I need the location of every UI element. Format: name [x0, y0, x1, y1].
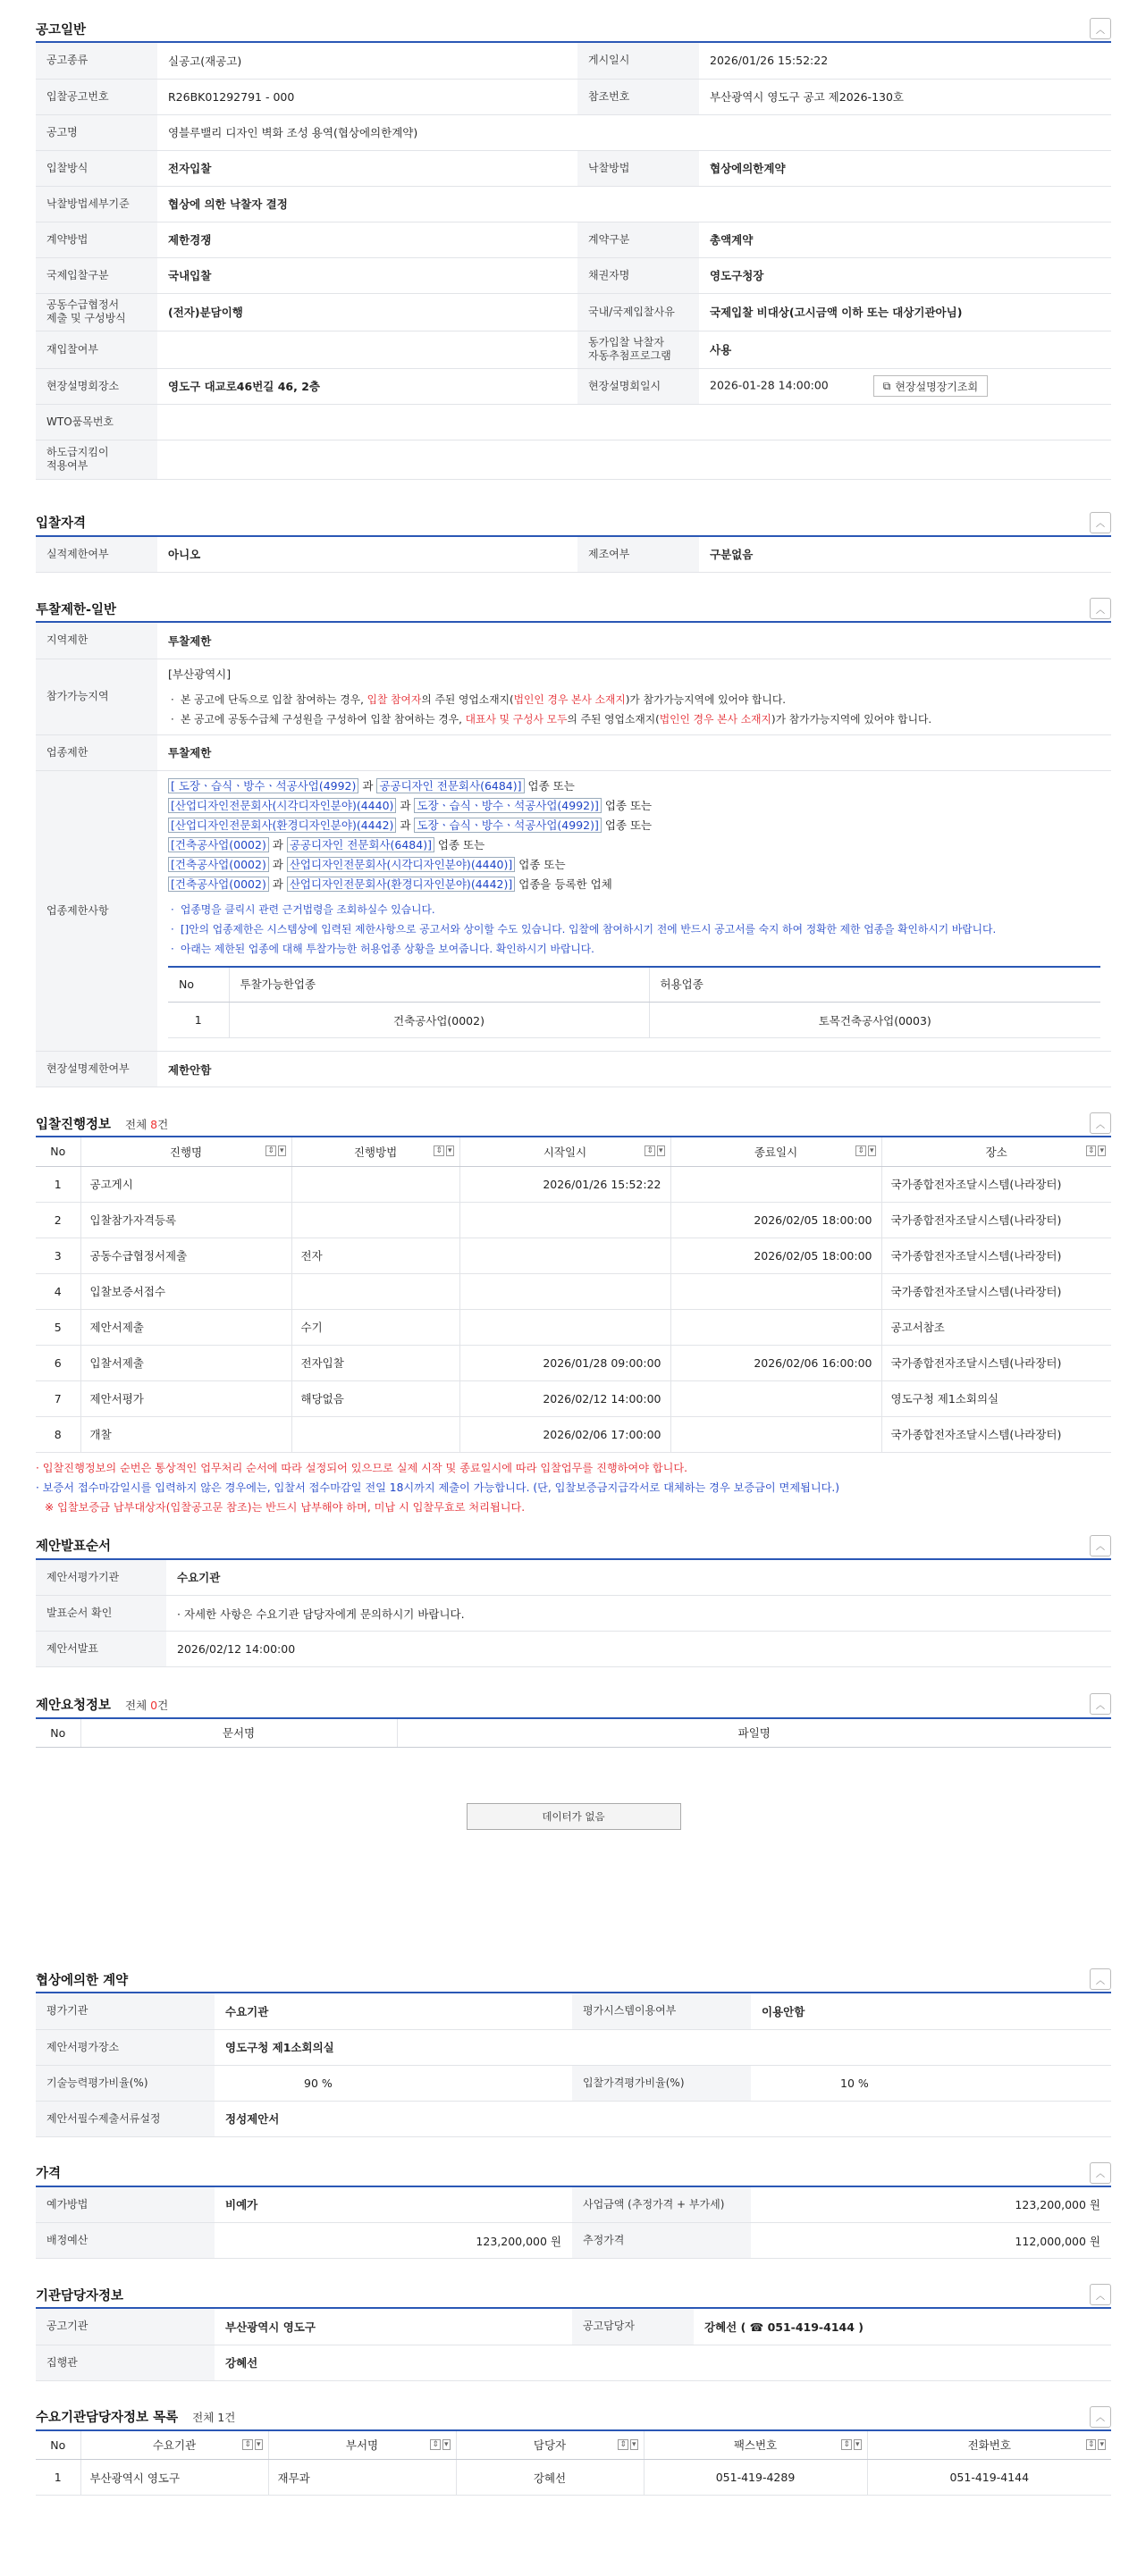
label: 참조번호 [577, 79, 699, 114]
industry-link[interactable]: 공공디자인 전문회사(6484)] [287, 837, 434, 852]
collapse-icon[interactable]: ︿ [1090, 512, 1111, 533]
sort-icon: ⇕ ▾ [1087, 1146, 1104, 1155]
sort-icon: ⇕ ▾ [244, 2439, 261, 2449]
section-title: 제안발표순서 [36, 1540, 112, 1554]
label: 평가시스템이용여부 [572, 1993, 751, 2029]
section-title: 제안요청정보 [36, 1698, 112, 1713]
cell: 공동수급협정서제출 [80, 1238, 291, 1273]
label: 평가기관 [36, 1993, 215, 2029]
cell: 강혜선 [456, 2460, 644, 2496]
price-section [36, 2161, 1111, 2260]
cell: 5 [36, 1309, 80, 1345]
label: 현장설명회일시 [577, 368, 699, 404]
value: R26BK01292791 - 000 [157, 79, 577, 114]
industry-join: 과 [396, 818, 415, 832]
cell [670, 1416, 881, 1452]
label: 현장설명제한여부 [36, 1052, 157, 1087]
industry-join: 업종 또는 [601, 798, 653, 812]
label: 공고담당자 [572, 2309, 694, 2345]
column-header[interactable]: 시작일시 ⇕ ▾ [459, 1137, 670, 1166]
column-header: No [168, 967, 229, 1003]
cell: 051-419-4144 [867, 2460, 1111, 2496]
label: 실적제한여부 [36, 537, 157, 573]
value: 2026/01/26 15:52:22 [699, 43, 1111, 79]
cell [291, 1416, 459, 1452]
industry-join: 업종을 등록한 업체 [515, 877, 612, 891]
cell: 8 [36, 1416, 80, 1452]
section-title: 기관담당자정보 [36, 2288, 124, 2303]
industry-line [168, 776, 1100, 796]
demand-table [36, 2431, 1111, 2496]
cell: 7 [36, 1380, 80, 1416]
sort-icon: ⇕ ▾ [1087, 2439, 1104, 2449]
notice-name: 영블루밸리 디자인 벽화 조성 용역(협상에의한계약) [157, 114, 1111, 150]
collapse-icon[interactable]: ︿ [1090, 1968, 1111, 1990]
empty-message: 데이터가 없음 [467, 1803, 681, 1830]
collapse-icon[interactable]: ︿ [1090, 2284, 1111, 2305]
value: · 자세한 사항은 수요기관 담당자에게 문의하시기 바랍니다. [166, 1596, 1111, 1632]
label: 하도급지킴이 적용여부 [36, 440, 157, 479]
column-header[interactable]: 장소 ⇕ ▾ [881, 1137, 1111, 1166]
label: 집행관 [36, 2345, 215, 2380]
industry-link[interactable]: 산업디자인전문회사(시각디자인분야)(4440)] [287, 857, 515, 872]
label: WTO품목번호 [36, 404, 157, 440]
sort-icon: ⇕ ▾ [857, 1146, 874, 1155]
column-header[interactable]: 진행명 ⇕ ▾ [80, 1137, 291, 1166]
progress-note: ※ 입찰보증금 납부대상자(입찰공고문 참조)는 반드시 납부해야 하며, 미납 시 입찰무효로 처리됩니다. [45, 1500, 526, 1514]
cell [291, 1166, 459, 1202]
label: 입찰방식 [36, 150, 157, 186]
cell: 수기 [291, 1309, 459, 1345]
cell: 개찰 [80, 1416, 291, 1452]
label: 배정예산 [36, 2223, 215, 2259]
cell [459, 1238, 670, 1273]
label: 낙찰방법세부기준 [36, 186, 157, 222]
proposal-request-table [36, 1717, 1111, 1748]
value: 영도구청장 [699, 257, 1111, 293]
label: 낙찰방법 [577, 150, 699, 186]
value: 전자입찰 [157, 150, 577, 186]
area-rule: · 본 공고에 단독으로 입찰 참여하는 경우, 입찰 참여자의 주된 영업소재지(법인인 경우 본사 소재지)가 참가가능지역에 있어야 합니다. [168, 690, 1100, 709]
column-header: 문서명 [80, 1718, 397, 1747]
industry-link[interactable]: 공공디자인 전문회사(6484)] [376, 778, 524, 793]
collapse-icon[interactable]: ︿ [1090, 1693, 1111, 1715]
label: 게시일시 [577, 43, 699, 79]
label: 현장설명회장소 [36, 368, 157, 404]
industry-line [168, 835, 1100, 855]
label: 예가방법 [36, 2187, 215, 2223]
value: 10 % [751, 2065, 1111, 2101]
cell: 2026/02/05 18:00:00 [670, 1202, 881, 1238]
cell: 입찰서제출 [80, 1345, 291, 1380]
value: (전자)분담이행 [157, 293, 577, 331]
value: 구분없음 [699, 537, 1111, 573]
cell: 부산광역시 영도구 [80, 2460, 268, 2496]
cell [291, 1273, 459, 1309]
area-head: [부산광역시] [168, 667, 232, 681]
value: 수요기관 [166, 1560, 1111, 1596]
label: 제조여부 [577, 537, 699, 573]
progress-section [36, 1111, 1111, 1517]
sort-icon: ⇕ ▾ [646, 1146, 663, 1155]
value: 90 % [215, 2065, 572, 2101]
industry-lines [168, 776, 1100, 894]
collapse-icon[interactable]: ︿ [1090, 2162, 1111, 2184]
value: 협상에의한계약 [699, 150, 1111, 186]
allowed-industry-table [168, 966, 1100, 1039]
label: 제안서발표 [36, 1632, 166, 1667]
cell: 제안서평가 [80, 1380, 291, 1416]
column-header[interactable]: 부서명 ⇕ ▾ [268, 2431, 456, 2460]
industry-link[interactable]: 도장ㆍ습식ㆍ방수ㆍ석공사업(4992)] [414, 818, 601, 833]
table-row [36, 1380, 1111, 1416]
industry-join: 과 [268, 837, 287, 852]
cell: 6 [36, 1345, 80, 1380]
column-header: 허용업종 [649, 967, 1100, 1003]
site-date: 2026-01-28 14:00:00 [710, 378, 829, 392]
cell: 2026/01/26 15:52:22 [459, 1166, 670, 1202]
progress-table [36, 1137, 1111, 1453]
collapse-icon[interactable]: ︿ [1090, 598, 1111, 619]
table-row [36, 1416, 1111, 1452]
button-label: 현장설명장기조회 [895, 380, 979, 393]
cell: 1 [36, 1166, 80, 1202]
value: 2026/02/12 14:00:00 [166, 1632, 1111, 1667]
cell: 전자 [291, 1238, 459, 1273]
value: 강혜선 [215, 2345, 1111, 2380]
cell: 1 [36, 2460, 80, 2496]
industry-link[interactable]: [건축공사업(0002) [168, 837, 269, 852]
industry-link[interactable]: [산업디자인전문회사(환경디자인분야)(4442) [168, 818, 396, 833]
cell: 공고게시 [80, 1166, 291, 1202]
cell: 4 [36, 1273, 80, 1309]
value: 123,200,000 원 [751, 2187, 1111, 2223]
industry-link[interactable]: [산업디자인전문회사(시각디자인분야)(4440) [168, 798, 396, 813]
cell: 051-419-4289 [644, 2460, 867, 2496]
cell: 1 [168, 1003, 229, 1038]
industry-join: 과 [358, 778, 377, 793]
column-header: No [36, 1718, 80, 1747]
agency-section [36, 2282, 1111, 2381]
label: 계약구분 [577, 222, 699, 257]
cell: 국가종합전자조달시스템(나라장터) [881, 1273, 1111, 1309]
cell: 제안서제출 [80, 1309, 291, 1345]
industry-join: 과 [268, 857, 287, 871]
industry-note: · []안의 업종제한은 시스템상에 입력된 제한사항으로 공고서와 상이할 수도 있습니다. 입찰에 참여하시기 전에 반드시 공고서를 숙지 하여 정확한 제한 업종을 확인하시기 바랍니다. [168, 919, 1100, 939]
value [157, 331, 577, 368]
cell: 국가종합전자조달시스템(나라장터) [881, 1202, 1111, 1238]
sort-icon: ⇕ ▾ [432, 2439, 449, 2449]
cell: 전자입찰 [291, 1345, 459, 1380]
progress-note: · 입찰진행정보의 순번은 통상적인 업무처리 순서에 따라 설정되어 있으므로 실제 시작 및 종료일시에 따라 입찰업무를 진행하여야 합니다. [36, 1461, 688, 1474]
label: 채권자명 [577, 257, 699, 293]
label: 기술능력평가비율(%) [36, 2065, 215, 2101]
cell: 입찰참가자격등록 [80, 1202, 291, 1238]
industry-link[interactable]: 산업디자인전문회사(환경디자인분야)(4442)] [287, 877, 515, 892]
section-title: 협상에의한 계약 [36, 1973, 129, 1988]
value: 투찰제한 [157, 623, 1111, 659]
total-count: 전체 8건 [125, 1117, 169, 1131]
demand-section [36, 2404, 1111, 2496]
cell: 국가종합전자조달시스템(나라장터) [881, 1416, 1111, 1452]
table-row [36, 1345, 1111, 1380]
section-title: 공고일반 [36, 22, 87, 38]
value: 투찰제한 [157, 734, 1111, 770]
industry-link[interactable]: [ 도장ㆍ습식ㆍ방수ㆍ석공사업(4992) [168, 778, 358, 793]
collapse-icon[interactable]: ︿ [1090, 2406, 1111, 2428]
section-title: 가격 [36, 2167, 62, 2181]
general-section [36, 16, 1111, 480]
table-row [36, 1238, 1111, 1273]
section-title: 입찰진행정보 [36, 1117, 112, 1132]
value: 비예가 [215, 2187, 572, 2223]
value: 부산광역시 영도구 공고 제2026-130호 [699, 79, 1111, 114]
table-row [36, 2460, 1111, 2496]
cell: 국가종합전자조달시스템(나라장터) [881, 1345, 1111, 1380]
sort-icon: ⇕ ▾ [843, 2439, 860, 2449]
column-header[interactable]: 전화번호 ⇕ ▾ [867, 2431, 1111, 2460]
total-count: 전체 1건 [192, 2411, 236, 2424]
industry-line [168, 855, 1100, 875]
label: 공동수급협정서 제출 및 구성방식 [36, 293, 157, 331]
cell: 토목건축공사업(0003) [649, 1003, 1100, 1038]
cell: 2026/01/28 09:00:00 [459, 1345, 670, 1380]
cell [670, 1166, 881, 1202]
external-link-icon: ⧉ [882, 379, 891, 392]
table-row [36, 1202, 1111, 1238]
cell [670, 1309, 881, 1345]
section-title: 입찰자격 [36, 516, 87, 531]
site-lookup-button[interactable] [873, 375, 988, 397]
label: 입찰공고번호 [36, 79, 157, 114]
cell [459, 1273, 670, 1309]
label: 제안서필수제출서류설정 [36, 2101, 215, 2136]
value: 부산광역시 영도구 [215, 2309, 572, 2345]
total-count: 전체 0건 [125, 1698, 169, 1712]
industry-line [168, 796, 1100, 816]
label: 업종제한사항 [36, 770, 157, 1052]
column-header: 파일명 [397, 1718, 1111, 1747]
sort-icon: ⇕ ▾ [267, 1146, 284, 1155]
value: 이용안함 [751, 1993, 1111, 2029]
label: 공고명 [36, 114, 157, 150]
cell: 2026/02/05 18:00:00 [670, 1238, 881, 1273]
value: 국제입찰 비대상(고시금액 이하 또는 대상기관아님) [699, 293, 1111, 331]
cell: 해당없음 [291, 1380, 459, 1416]
restriction-section [36, 596, 1111, 1087]
label: 동가입찰 낙찰자 자동추첨프로그램 [577, 331, 699, 368]
label: 사업금액 (추정가격 + 부가세) [572, 2187, 751, 2223]
label: 추정가격 [572, 2223, 751, 2259]
industry-note: · 업종명을 클릭시 관련 근거법령을 조회하실수 있습니다. [168, 900, 1100, 919]
cell: 재무과 [268, 2460, 456, 2496]
label: 발표순서 확인 [36, 1596, 166, 1632]
cell: 2026/02/06 16:00:00 [670, 1345, 881, 1380]
site-place: 영도구 대교로46번길 46, 2층 [157, 368, 577, 404]
value: 국내입찰 [157, 257, 577, 293]
section-title: 수요기관담당자정보 목록 [36, 2411, 179, 2425]
column-header: No [36, 2431, 80, 2460]
value: 강혜선 ( ☎ 051-419-4144 ) [694, 2309, 1111, 2345]
value: 제한안함 [157, 1052, 1111, 1087]
label: 국제입찰구분 [36, 257, 157, 293]
sort-icon: ⇕ ▾ [619, 2439, 636, 2449]
table-row [36, 1166, 1111, 1202]
column-header: No [36, 1137, 80, 1166]
value: 협상에 의한 낙찰자 결정 [157, 186, 1111, 222]
table-row [36, 1309, 1111, 1345]
proposal-request-section [36, 1691, 1111, 1927]
progress-note: · 보증서 접수마감일시를 입력하지 않은 경우에는, 입찰서 접수마감일 전일 18시까지 제출이 가능합니다. (단, 입찰보증금지급각서로 대체하는 경우 보증금이 면제됩니다.) [36, 1481, 840, 1494]
collapse-icon[interactable]: ︿ [1090, 1112, 1111, 1134]
column-header[interactable]: 팩스번호 ⇕ ▾ [644, 2431, 867, 2460]
cell: 2 [36, 1202, 80, 1238]
label: 업종제한 [36, 734, 157, 770]
cell: 국가종합전자조달시스템(나라장터) [881, 1238, 1111, 1273]
value: 아니오 [157, 537, 577, 573]
industry-join: 과 [268, 877, 287, 891]
section-title: 투찰제한-일반 [36, 602, 117, 617]
value: 총액계약 [699, 222, 1111, 257]
collapse-icon[interactable]: ︿ [1090, 18, 1111, 39]
label: 계약방법 [36, 222, 157, 257]
collapse-icon[interactable]: ︿ [1090, 1535, 1111, 1557]
value [157, 440, 1111, 479]
industry-line [168, 875, 1100, 894]
column-header[interactable]: 수요기관 ⇕ ▾ [80, 2431, 268, 2460]
cell [670, 1380, 881, 1416]
value: 사용 [699, 331, 1111, 368]
cell: 2026/02/12 14:00:00 [459, 1380, 670, 1416]
industry-note: · 아래는 제한된 업종에 대해 투찰가능한 허용업종 상황을 보여줍니다. 확인하시기 바랍니다. [168, 939, 1100, 959]
column-header[interactable]: 종료일시 ⇕ ▾ [670, 1137, 881, 1166]
value: 영도구청 제1소회의실 [215, 2029, 1111, 2065]
value: 123,200,000 원 [215, 2223, 572, 2259]
value: 정성제안서 [215, 2101, 1111, 2136]
cell: 공고서참조 [881, 1309, 1111, 1345]
proposal-order-section [36, 1533, 1111, 1668]
cell: 3 [36, 1238, 80, 1273]
industry-join: 업종 또는 [515, 857, 566, 871]
value: 112,000,000 원 [751, 2223, 1111, 2259]
cell [291, 1202, 459, 1238]
cell: 입찰보증서접수 [80, 1273, 291, 1309]
industry-join: 업종 또는 [601, 818, 653, 832]
qualification-section [36, 510, 1111, 574]
area-rule: · 본 공고에 공동수급체 구성원을 구성하여 입찰 참여하는 경우, 대표사 및 구성사 모두의 주된 영업소재지(법인인 경우 본사 소재지)가 참가가능지역에 있어야 합니다. [168, 709, 1100, 729]
column-header[interactable]: 진행방법 ⇕ ▾ [291, 1137, 459, 1166]
label: 제안서평가기관 [36, 1560, 166, 1596]
label: 공고기관 [36, 2309, 215, 2345]
value: 실공고(재공고) [157, 43, 577, 79]
label: 재입찰여부 [36, 331, 157, 368]
value: 제한경쟁 [157, 222, 577, 257]
industry-link[interactable]: 도장ㆍ습식ㆍ방수ㆍ석공사업(4992)] [414, 798, 601, 813]
sort-icon: ⇕ ▾ [435, 1146, 452, 1155]
cell: 영도구청 제1소회의실 [881, 1380, 1111, 1416]
cell: 국가종합전자조달시스템(나라장터) [881, 1166, 1111, 1202]
column-header: 투찰가능한업종 [229, 967, 649, 1003]
cell [459, 1202, 670, 1238]
value: 수요기관 [215, 1993, 572, 2029]
general-table [36, 43, 1111, 480]
label: 공고종류 [36, 43, 157, 79]
label: 참가가능지역 [36, 659, 157, 734]
cell: 2026/02/06 17:00:00 [459, 1416, 670, 1452]
label: 입찰가격평가비율(%) [572, 2065, 751, 2101]
cell: 건축공사업(0002) [229, 1003, 649, 1038]
negotiation-section [36, 1967, 1111, 2137]
value [157, 404, 1111, 440]
label: 제안서평가장소 [36, 2029, 215, 2065]
label: 지역제한 [36, 623, 157, 659]
industry-join: 업종 또는 [524, 778, 575, 793]
industry-join: 업종 또는 [434, 837, 485, 852]
cell [459, 1309, 670, 1345]
industry-link[interactable]: [건축공사업(0002) [168, 857, 269, 872]
industry-link[interactable]: [건축공사업(0002) [168, 877, 269, 892]
label: 국내/국제입찰사유 [577, 293, 699, 331]
cell [670, 1273, 881, 1309]
table-row [36, 1273, 1111, 1309]
industry-join: 과 [396, 798, 415, 812]
industry-line [168, 816, 1100, 835]
column-header[interactable]: 담당자 ⇕ ▾ [456, 2431, 644, 2460]
